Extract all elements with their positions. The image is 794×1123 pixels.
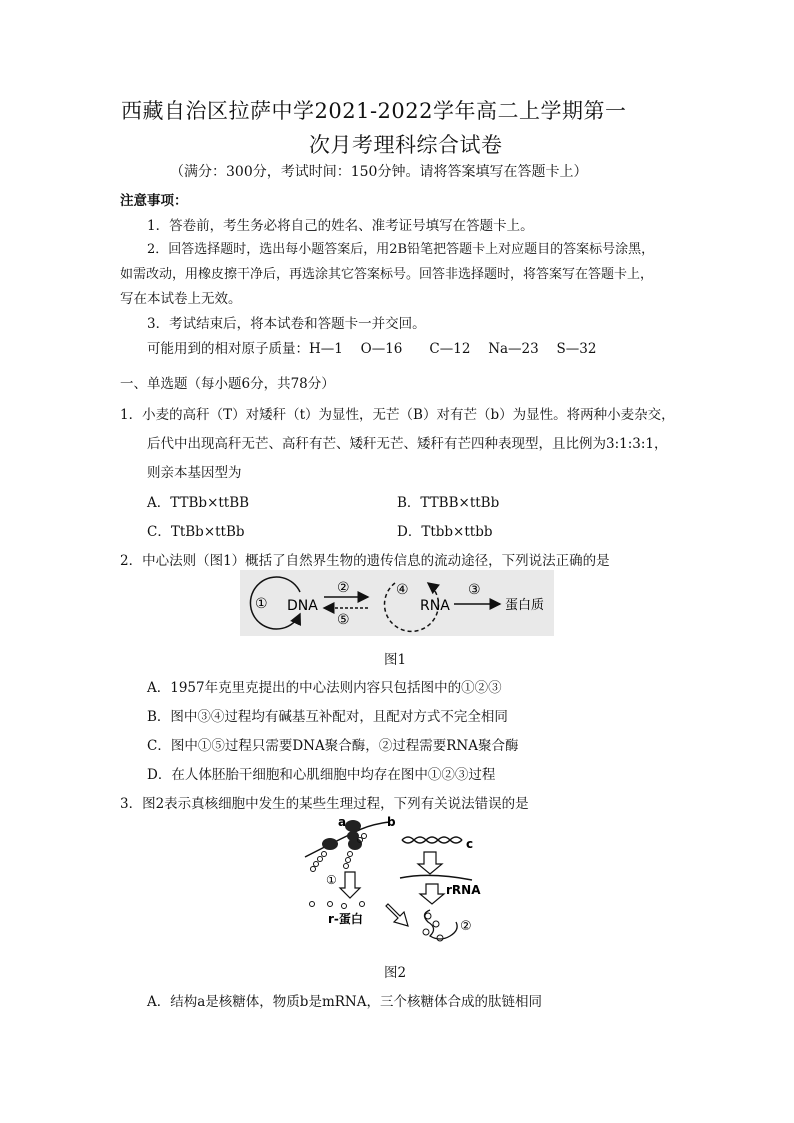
down-arrow-3 (420, 884, 444, 904)
q3-option-a: A．结构a是核糖体，物质b是mRNA，三个核糖体合成的肽链相同 (147, 994, 542, 1010)
page-title-line1: 西藏自治区拉萨中学2021-2022学年高二上学期第一 (121, 99, 627, 123)
q1-option-d: D．Ttbb×ttbb (397, 524, 493, 540)
q2-option-b: B．图中③④过程均有碱基互补配对，且配对方式不完全相同 (147, 709, 508, 725)
q2-option-d: D．在人体胚胎干细胞和心肌细胞中均存在图中①②③过程 (147, 767, 496, 783)
q2-stem: 2．中心法则（图1）概括了自然界生物的遗传信息的流动途径，下列说法正确的是 (120, 553, 610, 569)
fig2-label-c: c (466, 837, 474, 851)
q1-stem-line1: 1．小麦的高秆（T）对矮秆（t）为显性，无芒（B）对有芒（b）为显性。将两种小麦杂交， (120, 407, 675, 423)
note-item-3: 3．考试结束后，将本试卷和答题卡一并交回。 (147, 316, 426, 332)
q1-option-b: B．TTBB×ttBb (397, 495, 500, 511)
fig2-label-a: a (338, 815, 347, 829)
free-amino-acids (310, 902, 365, 909)
note-item-1: 1．答卷前，考生务必将自己的姓名、准考证号填写在答题卡上。 (147, 218, 534, 234)
fig1-label-5: ⑤ (337, 612, 350, 628)
fig1-label-1: ① (255, 596, 268, 612)
fig1-label-protein: 蛋白质 (505, 598, 545, 613)
fig1-label-4: ④ (396, 582, 409, 598)
fig2-label-rrna: rRNA (446, 883, 481, 897)
atomic-masses: 可能用到的相对原子质量：H—1 O—16 C—12 Na—23 S—32 (147, 341, 597, 357)
q1-stem-line3: 则亲本基因型为 (147, 465, 242, 481)
note-item-2-line3: 写在本试卷上无效。 (120, 291, 242, 307)
ribosome-middle (322, 838, 338, 850)
fig2-label-rprotein: r-蛋白 (328, 912, 363, 926)
page-title-line2: 次月考理科综合试卷 (309, 133, 503, 157)
exam-subtitle: （满分：300分，考试时间：150分钟。请将答案填写在答题卡上） (170, 164, 588, 180)
q1-option-c: C．TtBb×ttBb (147, 524, 245, 540)
note-item-2-line1: 2．回答选择题时，选出每小题答案后，用2B铅笔把答题卡上对应题目的答案标号涂黑， (147, 242, 655, 257)
section-heading: 一、单选题（每小题6分，共78分） (120, 376, 335, 392)
fig1-label-dna: DNA (287, 598, 318, 614)
fig2-label-1: ① (326, 873, 337, 887)
fig2-label-2: ② (460, 919, 472, 934)
ribosome-a (345, 820, 361, 832)
figure1-caption: 图1 (384, 652, 407, 668)
note-item-2-line2: 如需改动，用橡皮擦干净后，再选涂其它答案标号。回答非选择题时，将答案写在答题卡上， (120, 267, 654, 282)
fig1-label-3: ③ (468, 582, 481, 598)
ribosome-figure (300, 812, 490, 952)
ribosome-right (348, 838, 362, 850)
diagonal-arrow (386, 904, 408, 926)
q3-stem: 3．图2表示真核细胞中发生的某些生理过程，下列有关说法错误的是 (120, 796, 529, 812)
figure2-caption: 图2 (384, 965, 407, 981)
fig1-label-2: ② (337, 580, 350, 596)
q1-option-a: A．TTBb×ttBB (147, 495, 250, 511)
q2-option-c: C．图中①⑤过程只需要DNA聚合酶，②过程需要RNA聚合酶 (147, 738, 519, 754)
q2-option-a: A．1957年克里克提出的中心法则内容只包括图中的①②③ (147, 680, 502, 696)
central-dogma-figure (240, 570, 554, 636)
fig2-label-b: b (387, 815, 396, 829)
notes-heading: 注意事项： (120, 193, 188, 209)
rrna-strand (400, 875, 472, 880)
fig1-label-rna: RNA (420, 598, 450, 614)
q1-stem-line2: 后代中出现高秆无芒、高秆有芒、矮秆无芒、矮秆有芒四种表现型，且比例为3:1:3:1， (147, 436, 668, 452)
down-arrow-2 (418, 852, 442, 874)
down-arrow-1 (340, 872, 360, 898)
